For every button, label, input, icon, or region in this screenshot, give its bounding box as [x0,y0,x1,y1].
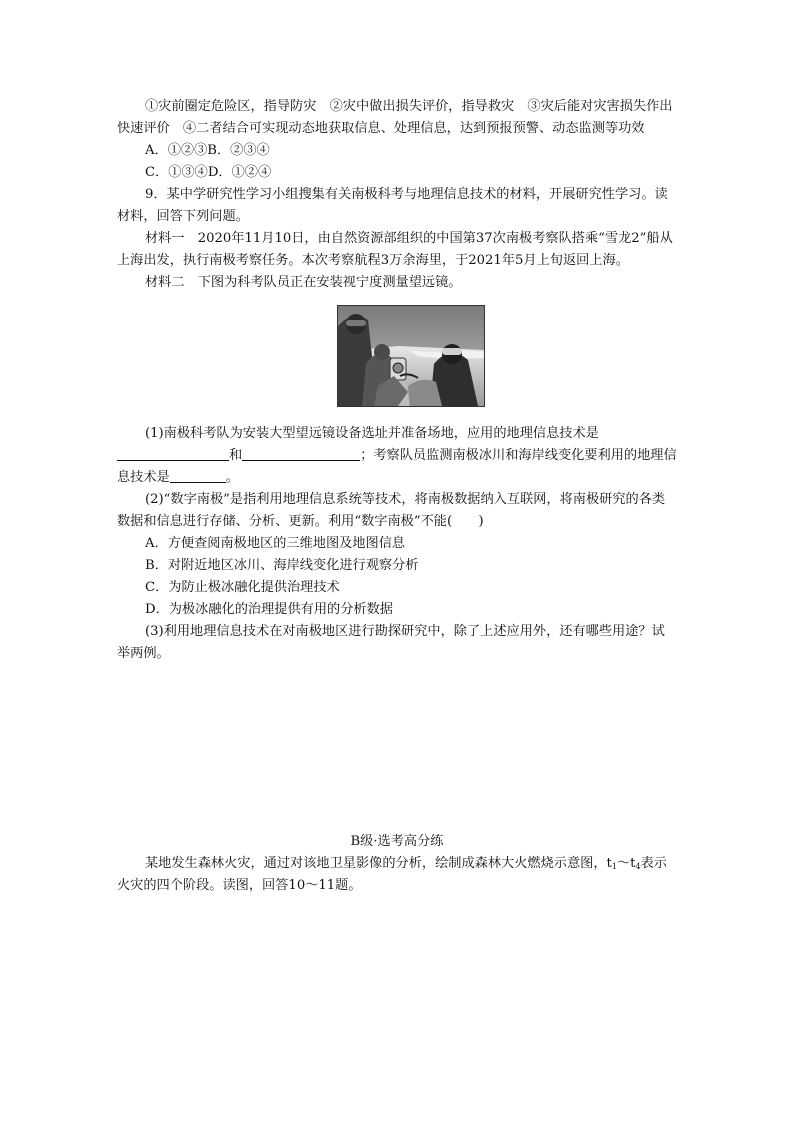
q8-statement: ①灾前圈定危险区，指导防灾 ②灾中做出损失评价，指导救灾 ③灾后能对灾害损失作出快速评价 ④二者结合可实现动态地获取信息、处理信息，达到预报预警、动态监测等功效 [117,99,673,136]
answer-space [117,665,677,827]
q9-option-a: A．方便查阅南极地区的三维地图及地图信息 [145,536,406,551]
subscript-4: 4 [635,862,641,871]
answer-blank-3[interactable] [170,468,226,483]
q9-part2: (2)“数字南极”是指利用地理信息系统等技术，将南极数据纳入互联网，将南极研究的各类数据和信息进行存储、分析、更新。利用“数字南极”不能( ) [117,492,666,529]
q9-option-d: D．为极冰融化的治理提供有用的分析数据 [145,602,393,617]
q9-material-two: 材料二 下图为科考队员正在安装视宁度测量望远镜。 [145,275,462,290]
q9-part1-text-a: (1)南极科考队为安装大型望远镜设备选址并准备场地，应用的地理信息技术是 [145,426,599,441]
subscript-1: 1 [611,862,617,871]
q8-options-cd: C．①③④D．①②④ [145,165,272,180]
section-b-intro-text-a: 某地发生森林火灾，通过对该地卫星影像的分析，绘制成森林大火燃烧示意图，t [145,856,612,871]
q9-option-c: C．为防止极冰融化提供治理技术 [145,580,340,595]
q9-intro: 9．某中学研究性学习小组搜集有关南极科考与地理信息技术的材料，开展研究性学习。读材料，回答下列问题。 [117,187,668,224]
section-b-intro [117,853,677,897]
photo-container [117,305,677,411]
q9-option-b: B．对附近地区冰川、海岸线变化进行观察分析 [145,558,419,573]
q9-material-one: 材料一 2020年11月10日，由自然资源部组织的中国第37次南极考察队搭乘“雪龙2”船从上海出发，执行南极考察任务。本次考察航程3万余海里，于2021年5月上旬返回上海。 [117,231,673,268]
tilde-t: ～t [616,856,636,871]
q9-part1-and: 和 [229,448,243,463]
answer-blank-1[interactable] [117,446,229,461]
q9-part1 [117,423,677,489]
answer-blank-2[interactable] [242,446,360,461]
q9-part1-text-b: ；考察队员监测南极冰川和海岸线变化要利用的地理信息技术是 [117,448,677,485]
q9-part3: (3)利用地理信息技术在对南极地区进行勘探研究中，除了上述应用外，还有哪些用途？试举两例。 [117,624,665,661]
q8-options-ab: A．①②③B．②③④ [145,143,270,158]
q9-part1-end: 。 [225,470,239,485]
document-page [117,96,677,897]
section-b-intro-text-b: 表示火灾的四个阶段。读图，回答10～11题。 [117,856,667,893]
telescope-installation-photo [337,305,485,407]
section-b-title: B级·选考高分练 [350,834,444,849]
